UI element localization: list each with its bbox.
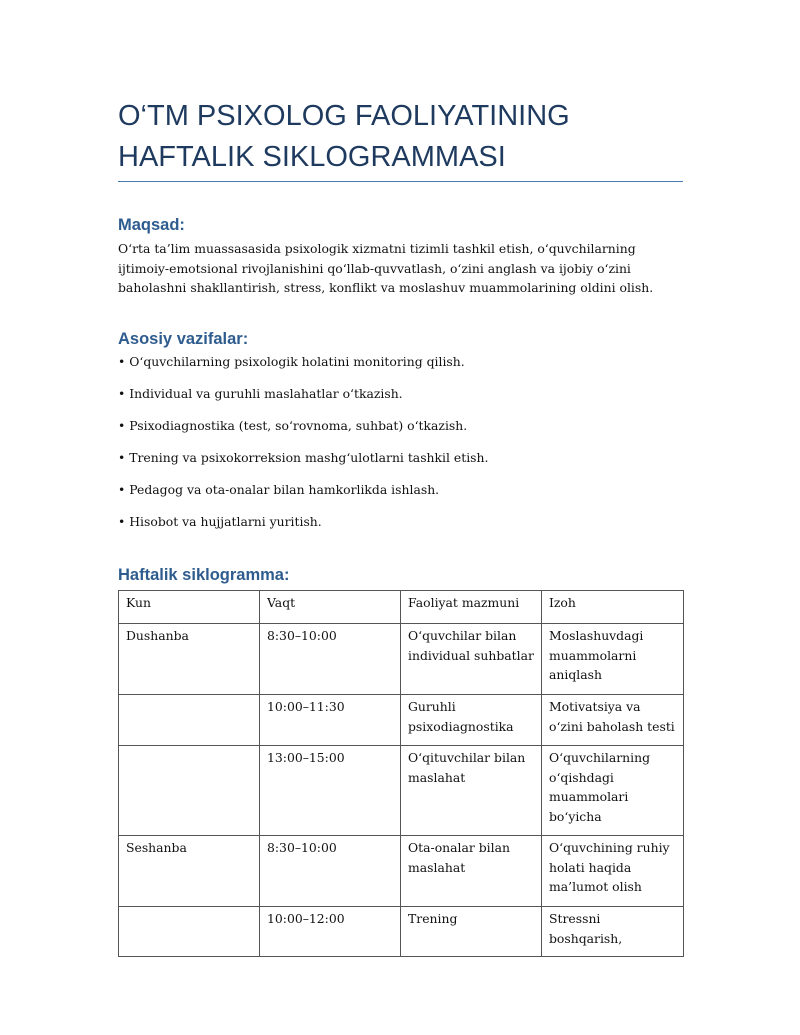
table-header-row: [119, 591, 684, 624]
table-row: [119, 746, 684, 836]
title-underline: [118, 181, 683, 182]
document-title: [118, 96, 683, 178]
title-line-1: O‘TM PSIXOLOG FAOLIYATINING: [118, 100, 570, 132]
task-item: • O‘quvchilarning psixologik holatini monitoring qilish.: [118, 354, 465, 369]
table-cell: O‘qituvchilar bilan maslahat: [401, 746, 542, 836]
title-line-2: HAFTALIK SIKLOGRAMMASI: [118, 141, 506, 173]
table-cell: O‘quvchilar bilan individual suhbatlar: [401, 624, 542, 695]
table-cell: 10:00–12:00: [260, 907, 401, 957]
table-cell: Seshanba: [119, 836, 260, 907]
table-cell: 13:00–15:00: [260, 746, 401, 836]
table-row: [119, 695, 684, 746]
table-cell: Dushanba: [119, 624, 260, 695]
table-cell: 10:00–11:30: [260, 695, 401, 746]
table-cell: Ota-onalar bilan maslahat: [401, 836, 542, 907]
table-cell: 8:30–10:00: [260, 624, 401, 695]
table-cell: 8:30–10:00: [260, 836, 401, 907]
table-row: [119, 624, 684, 695]
header-cell-activity: Faoliyat mazmuni: [401, 591, 542, 624]
table-row: [119, 836, 684, 907]
task-item: • Individual va guruhli maslahatlar o‘tkazish.: [118, 386, 403, 401]
task-item: • Pedagog va ota-onalar bilan hamkorlikda ishlash.: [118, 482, 440, 497]
tasks-heading: Asosiy vazifalar:: [118, 330, 249, 348]
header-cell-time: Vaqt: [260, 591, 401, 624]
schedule-table: [118, 590, 684, 957]
goal-heading: Maqsad:: [118, 216, 185, 234]
task-item: • Hisobot va hujjatlarni yuritish.: [118, 514, 322, 529]
header-cell-day: Kun: [119, 591, 260, 624]
table-cell: Stressni boshqarish,: [542, 907, 684, 957]
task-item: • Trening va psixokorreksion mashg‘ulotlarni tashkil etish.: [118, 450, 489, 465]
header-cell-note: Izoh: [542, 591, 684, 624]
tasks-list: [118, 352, 686, 544]
table-cell: Motivatsiya va o‘zini baholash testi: [542, 695, 684, 746]
goal-text: O‘rta ta’lim muassasasida psixologik xizmatni tizimli tashkil etish, o‘quvchilarning ijtimoiy-emotsional rivojlanishini qo‘llab-quvvatlash, o‘zini anglash va ijobiy o‘zini baholashni shakllantirish, stress, konflikt va moslashuv muammolarining oldini olish.: [118, 241, 654, 295]
task-item: • Psixodiagnostika (test, so‘rovnoma, suhbat) o‘tkazish.: [118, 418, 468, 433]
table-cell: [119, 695, 260, 746]
table-cell: O‘quvchining ruhiy holati haqida ma’lumot olish: [542, 836, 684, 907]
table-cell: O‘quvchilarning o‘qishdagi muammolari bo‘yicha: [542, 746, 684, 836]
table-cell: [119, 746, 260, 836]
schedule-heading: Haftalik siklogramma:: [118, 566, 290, 584]
table-cell: Moslashuvdagi muammolarni aniqlash: [542, 624, 684, 695]
table-cell: Trening: [401, 907, 542, 957]
table-row: [119, 907, 684, 957]
table-cell: Guruhli psixodiagnostika: [401, 695, 542, 746]
table-cell: [119, 907, 260, 957]
